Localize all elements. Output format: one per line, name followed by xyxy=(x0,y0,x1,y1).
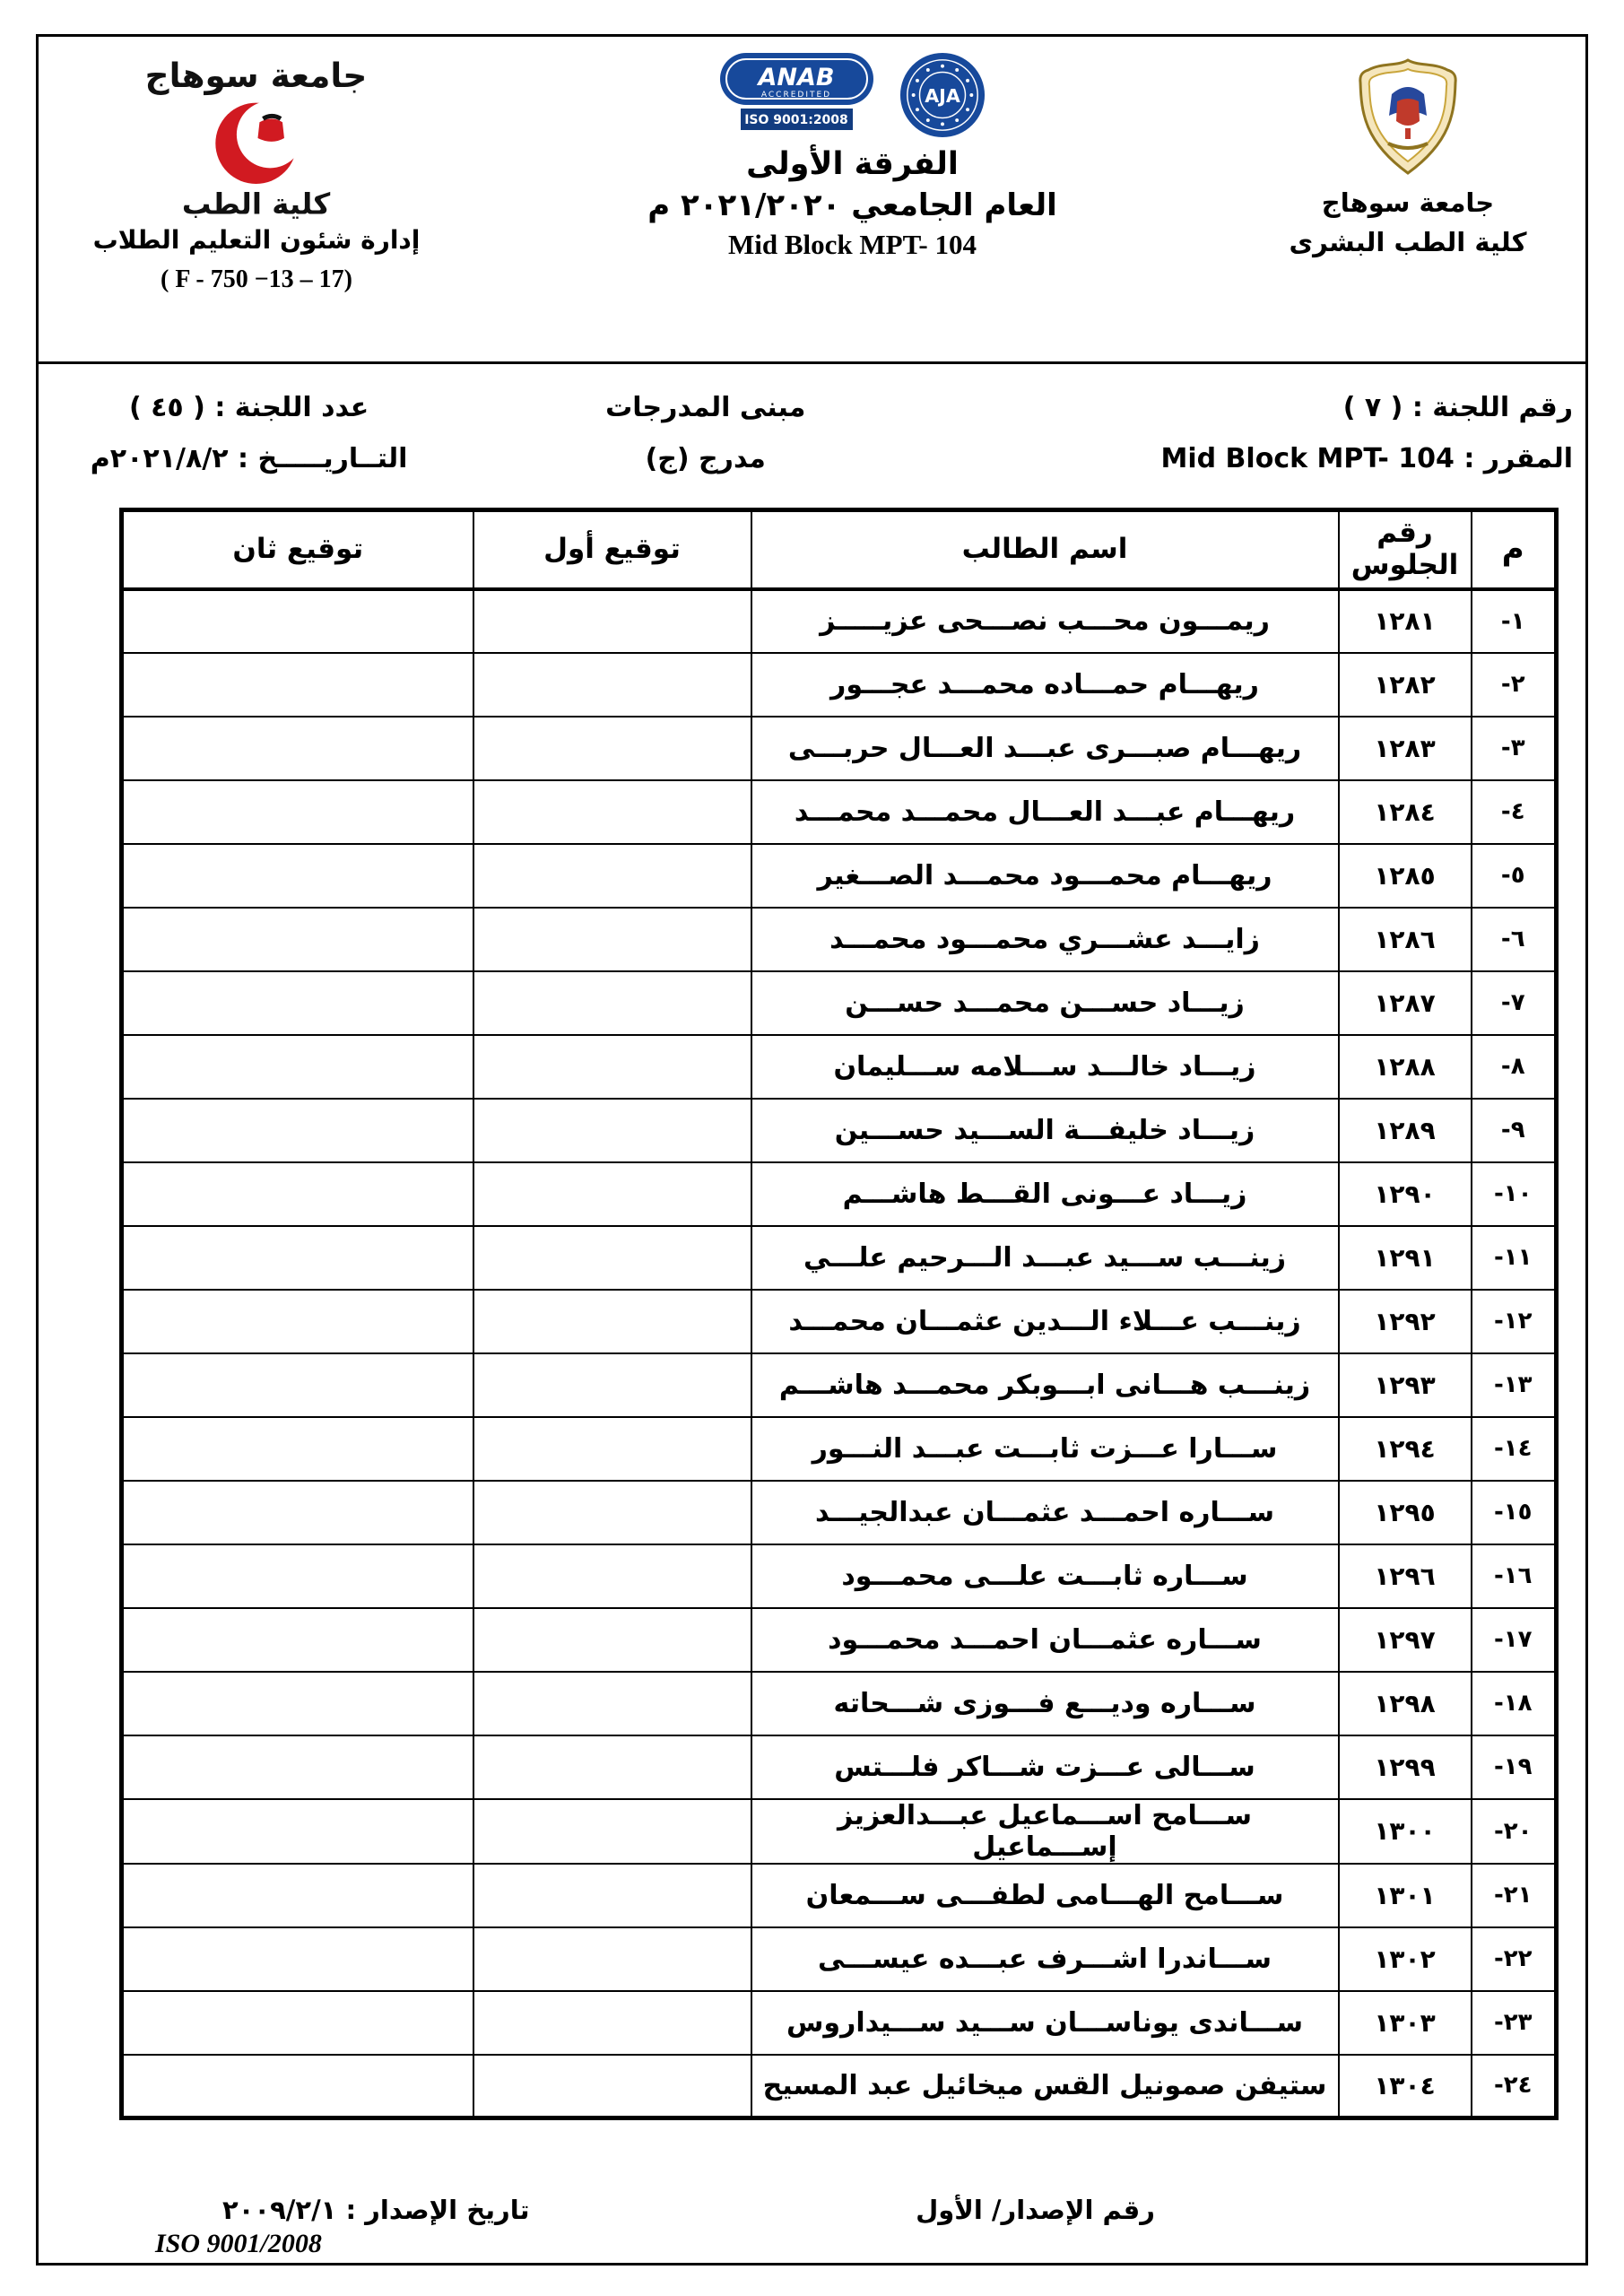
first-signature-cell xyxy=(473,717,751,780)
department-name: إدارة شئون التعليم الطلاب xyxy=(92,225,421,255)
building-name: مبنى المدرجات xyxy=(605,392,806,423)
seat-number: ١٢٨٥ xyxy=(1339,844,1472,908)
student-name: زينـــب عـــلاء الـــدين عثمـــان محمـــد xyxy=(751,1290,1339,1353)
first-signature-cell xyxy=(473,1608,751,1672)
row-number: ١٢- xyxy=(1472,1290,1557,1353)
row-number: ٤- xyxy=(1472,780,1557,844)
issue-date: تاريخ الإصدار : ٢٠٠٩/٢/١ xyxy=(222,2195,530,2225)
committee-count: عدد اللجنة : ( ٤٥ ) xyxy=(128,392,369,423)
row-number: ١٣- xyxy=(1472,1353,1557,1417)
seat-number: ١٢٩٩ xyxy=(1339,1735,1472,1799)
second-signature-cell xyxy=(122,1991,473,2055)
iso-certification: ISO 9001/2008 xyxy=(155,2229,322,2258)
student-name: زيـــاد عـــونى القـــط هاشـــم xyxy=(751,1162,1339,1226)
student-name: زيـــاد خليفـــة الســـيد حســـين xyxy=(751,1099,1339,1162)
seat-number: ١٢٩٥ xyxy=(1339,1481,1472,1544)
header-center-block xyxy=(458,51,1246,261)
student-name: زايـــد عشـــري محمـــود محمـــد xyxy=(751,908,1339,971)
second-signature-cell xyxy=(122,1672,473,1735)
university-emblem-icon xyxy=(1352,57,1464,178)
row-number: ٢٤- xyxy=(1472,2055,1557,2118)
first-signature-cell xyxy=(473,589,751,653)
academic-year-title: العام الجامعي ٢٠٢١/٢٠٢٠ م xyxy=(647,187,1057,223)
accreditation-logos xyxy=(458,51,1246,139)
table-header-row xyxy=(122,510,1557,589)
row-number: ١٦- xyxy=(1472,1544,1557,1608)
student-name: ســـاندرا اشـــرف عبـــده عيســـى xyxy=(751,1927,1339,1991)
first-signature-cell xyxy=(473,1799,751,1864)
student-name: ســـاره وديـــع فـــوزى شـــحاته xyxy=(751,1672,1339,1735)
seat-number: ١٢٩٤ xyxy=(1339,1417,1472,1481)
form-code: ( F - 750 −13 – 17) xyxy=(161,265,352,293)
second-signature-cell xyxy=(122,844,473,908)
student-name: ســـالى عـــزت شـــاكر فلـــتس xyxy=(751,1735,1339,1799)
student-name: ريهـــام صبـــرى عبـــد العـــال حربـــى xyxy=(751,717,1339,780)
department-block xyxy=(55,51,458,294)
student-roster-table xyxy=(119,508,1559,2120)
student-name: زينـــب هـــانى ابـــوبكر محمـــد هاشـــم xyxy=(751,1353,1339,1417)
row-number: ١٤- xyxy=(1472,1417,1557,1481)
table-row xyxy=(122,2055,1557,2118)
second-signature-cell xyxy=(122,717,473,780)
table-row xyxy=(122,1608,1557,1672)
second-signature-cell xyxy=(122,1417,473,1481)
course-name: المقرر : Mid Block MPT- 104 xyxy=(1160,443,1573,474)
page-header xyxy=(39,37,1585,364)
first-signature-cell xyxy=(473,653,751,717)
student-name: زيـــاد حســـن محمـــد حســـن xyxy=(751,971,1339,1035)
first-signature-cell xyxy=(473,1544,751,1608)
row-number: ٩- xyxy=(1472,1099,1557,1162)
anab-iso-label: ISO 9001:2008 xyxy=(744,113,848,127)
first-signature-cell xyxy=(473,2055,751,2118)
count-date-info xyxy=(51,382,447,484)
first-signature-cell xyxy=(473,971,751,1035)
anab-label: ANAB xyxy=(758,64,835,91)
row-number: ١٠- xyxy=(1472,1162,1557,1226)
first-signature-cell xyxy=(473,1991,751,2055)
first-signature-cell xyxy=(473,1226,751,1290)
row-number: ١٥- xyxy=(1472,1481,1557,1544)
row-number: ٧- xyxy=(1472,971,1557,1035)
first-signature-cell xyxy=(473,1162,751,1226)
issue-number: رقم الإصدار/ الأول xyxy=(916,2195,1155,2225)
row-number: ٦- xyxy=(1472,908,1557,971)
row-number: ١٩- xyxy=(1472,1735,1557,1799)
seat-number: ١٢٩٢ xyxy=(1339,1290,1472,1353)
second-signature-cell xyxy=(122,1544,473,1608)
seat-number: ١٢٨١ xyxy=(1339,589,1472,653)
header-second-signature: توقيع ثان xyxy=(122,510,473,589)
table-row xyxy=(122,971,1557,1035)
header-seat-number: رقم الجلوس xyxy=(1339,510,1472,589)
row-number: ١١- xyxy=(1472,1226,1557,1290)
second-signature-cell xyxy=(122,1927,473,1991)
row-number: ٢٠- xyxy=(1472,1799,1557,1864)
seat-number: ١٣٠١ xyxy=(1339,1864,1472,1927)
first-signature-cell xyxy=(473,1417,751,1481)
seat-number: ١٢٨٤ xyxy=(1339,780,1472,844)
table-row xyxy=(122,1927,1557,1991)
row-number: ٨- xyxy=(1472,1035,1557,1099)
seat-number: ١٢٨٩ xyxy=(1339,1099,1472,1162)
first-signature-cell xyxy=(473,1672,751,1735)
table-row xyxy=(122,780,1557,844)
header-row-number: م xyxy=(1472,510,1557,589)
first-signature-cell xyxy=(473,1353,751,1417)
row-number: ٢٢- xyxy=(1472,1927,1557,1991)
second-signature-cell xyxy=(122,653,473,717)
first-signature-cell xyxy=(473,780,751,844)
grade-title: الفرقة الأولى xyxy=(746,146,959,182)
table-row xyxy=(122,1672,1557,1735)
student-name: ريهـــام حمـــاده محمـــد عجـــور xyxy=(751,653,1339,717)
table-row xyxy=(122,1035,1557,1099)
first-signature-cell xyxy=(473,1099,751,1162)
student-name: ريهـــام عبـــد العـــال محمـــد محمـــد xyxy=(751,780,1339,844)
second-signature-cell xyxy=(122,1735,473,1799)
row-number: ١٨- xyxy=(1472,1672,1557,1735)
seat-number: ١٢٨٣ xyxy=(1339,717,1472,780)
seat-number: ١٣٠٤ xyxy=(1339,2055,1472,2118)
second-signature-cell xyxy=(122,1290,473,1353)
table-row xyxy=(122,1735,1557,1799)
table-row xyxy=(122,1864,1557,1927)
student-name: ســـاره ثابـــت علـــى محمـــود xyxy=(751,1544,1339,1608)
seat-number: ١٣٠٢ xyxy=(1339,1927,1472,1991)
seat-number: ١٢٩٨ xyxy=(1339,1672,1472,1735)
table-row xyxy=(122,717,1557,780)
second-signature-cell xyxy=(122,1035,473,1099)
exam-date: التــاريـــــخ : ٢٠٢١/٨/٢م xyxy=(90,443,408,474)
university-name: جامعة سوهاج xyxy=(1321,187,1495,218)
student-name: ســـاندى يوناســـان ســـيد ســـيداروس xyxy=(751,1991,1339,2055)
hall-name: مدرج (ج) xyxy=(645,443,766,474)
student-name: ســـاره عثمـــان احمـــد محمـــود xyxy=(751,1608,1339,1672)
row-number: ٢- xyxy=(1472,653,1557,717)
first-signature-cell xyxy=(473,1035,751,1099)
first-signature-cell xyxy=(473,1864,751,1927)
row-number: ١- xyxy=(1472,589,1557,653)
second-signature-cell xyxy=(122,589,473,653)
second-signature-cell xyxy=(122,1481,473,1544)
page-footer xyxy=(39,2195,1585,2259)
table-row xyxy=(122,1544,1557,1608)
header-student-name: اسم الطالب xyxy=(751,510,1339,589)
seat-number: ١٣٠٠ xyxy=(1339,1799,1472,1864)
student-name: ســـامح اســـماعيل عبـــدالعزيز إســـماعيل xyxy=(751,1799,1339,1864)
table-row xyxy=(122,1290,1557,1353)
second-signature-cell xyxy=(122,1162,473,1226)
student-name: ســـارا عـــزت ثابـــت عبـــد النـــور xyxy=(751,1417,1339,1481)
seat-number: ١٢٩٦ xyxy=(1339,1544,1472,1608)
second-signature-cell xyxy=(122,1353,473,1417)
second-signature-cell xyxy=(122,2055,473,2118)
row-number: ٢٣- xyxy=(1472,1991,1557,2055)
table-row xyxy=(122,1481,1557,1544)
student-name: ريمـــون محـــب نصـــحى عزيـــــز xyxy=(751,589,1339,653)
table-row xyxy=(122,589,1557,653)
header-first-signature: توقيع أول xyxy=(473,510,751,589)
row-number: ٥- xyxy=(1472,844,1557,908)
faculty-logo-bottom-text: كلية الطب xyxy=(181,187,331,220)
second-signature-cell xyxy=(122,1799,473,1864)
student-name: ريهـــام محمـــود محمـــد الصـــغير xyxy=(751,844,1339,908)
table-row xyxy=(122,653,1557,717)
faculty-logo-top-text: جامعة سوهاج xyxy=(144,55,368,95)
student-name: ســـاره احمـــد عثمـــان عبدالجيـــد xyxy=(751,1481,1339,1544)
block-title: Mid Block MPT- 104 xyxy=(727,229,977,260)
anab-logo-icon xyxy=(718,51,875,136)
seat-number: ١٢٩١ xyxy=(1339,1226,1472,1290)
table-row xyxy=(122,1099,1557,1162)
seat-number: ١٢٨٨ xyxy=(1339,1035,1472,1099)
seat-number: ١٢٨٢ xyxy=(1339,653,1472,717)
first-signature-cell xyxy=(473,1290,751,1353)
row-number: ٣- xyxy=(1472,717,1557,780)
first-signature-cell xyxy=(473,1927,751,1991)
seat-number: ١٢٨٦ xyxy=(1339,908,1472,971)
aja-label: AJA xyxy=(925,84,960,107)
row-number: ١٧- xyxy=(1472,1608,1557,1672)
student-name: زينـــب ســـيد عبـــد الـــرحيم علـــي xyxy=(751,1226,1339,1290)
first-signature-cell xyxy=(473,908,751,971)
second-signature-cell xyxy=(122,1864,473,1927)
second-signature-cell xyxy=(122,1099,473,1162)
seat-number: ١٢٩٣ xyxy=(1339,1353,1472,1417)
table-row xyxy=(122,1799,1557,1864)
seat-number: ١٢٩٠ xyxy=(1339,1162,1472,1226)
row-number: ٢١- xyxy=(1472,1864,1557,1927)
second-signature-cell xyxy=(122,780,473,844)
table-row xyxy=(122,1162,1557,1226)
table-row xyxy=(122,1226,1557,1290)
seat-number: ١٢٨٧ xyxy=(1339,971,1472,1035)
table-row xyxy=(122,1417,1557,1481)
student-table-body xyxy=(122,589,1557,2118)
seat-number: ١٣٠٣ xyxy=(1339,1991,1472,2055)
location-info xyxy=(447,382,964,484)
table-row xyxy=(122,844,1557,908)
page-frame xyxy=(36,34,1588,2266)
seat-number: ١٢٩٧ xyxy=(1339,1608,1472,1672)
table-row xyxy=(122,908,1557,971)
exam-info-row xyxy=(39,364,1585,497)
table-row xyxy=(122,1353,1557,1417)
faculty-name: كلية الطب البشرى xyxy=(1289,226,1527,257)
second-signature-cell xyxy=(122,908,473,971)
second-signature-cell xyxy=(122,1226,473,1290)
second-signature-cell xyxy=(122,971,473,1035)
faculty-crescent-logo-icon xyxy=(131,51,382,220)
student-name: ستيفن صمونيل القس ميخائيل عبد المسيح xyxy=(751,2055,1339,2118)
student-name: زيـــاد خالـــد ســـلامه ســـليمان xyxy=(751,1035,1339,1099)
anab-sub-label: ACCREDITED xyxy=(760,91,832,100)
footer-issue-row xyxy=(39,2195,1585,2225)
first-signature-cell xyxy=(473,1481,751,1544)
first-signature-cell xyxy=(473,1735,751,1799)
second-signature-cell xyxy=(122,1608,473,1672)
first-signature-cell xyxy=(473,844,751,908)
committee-number: رقم اللجنة : ( ٧ ) xyxy=(1342,392,1573,423)
table-row xyxy=(122,1991,1557,2055)
university-block xyxy=(1246,51,1569,259)
committee-info xyxy=(964,382,1573,484)
aja-logo-icon xyxy=(899,51,986,139)
student-name: ســـامح الهـــامى لطفـــى ســـمعان xyxy=(751,1864,1339,1927)
